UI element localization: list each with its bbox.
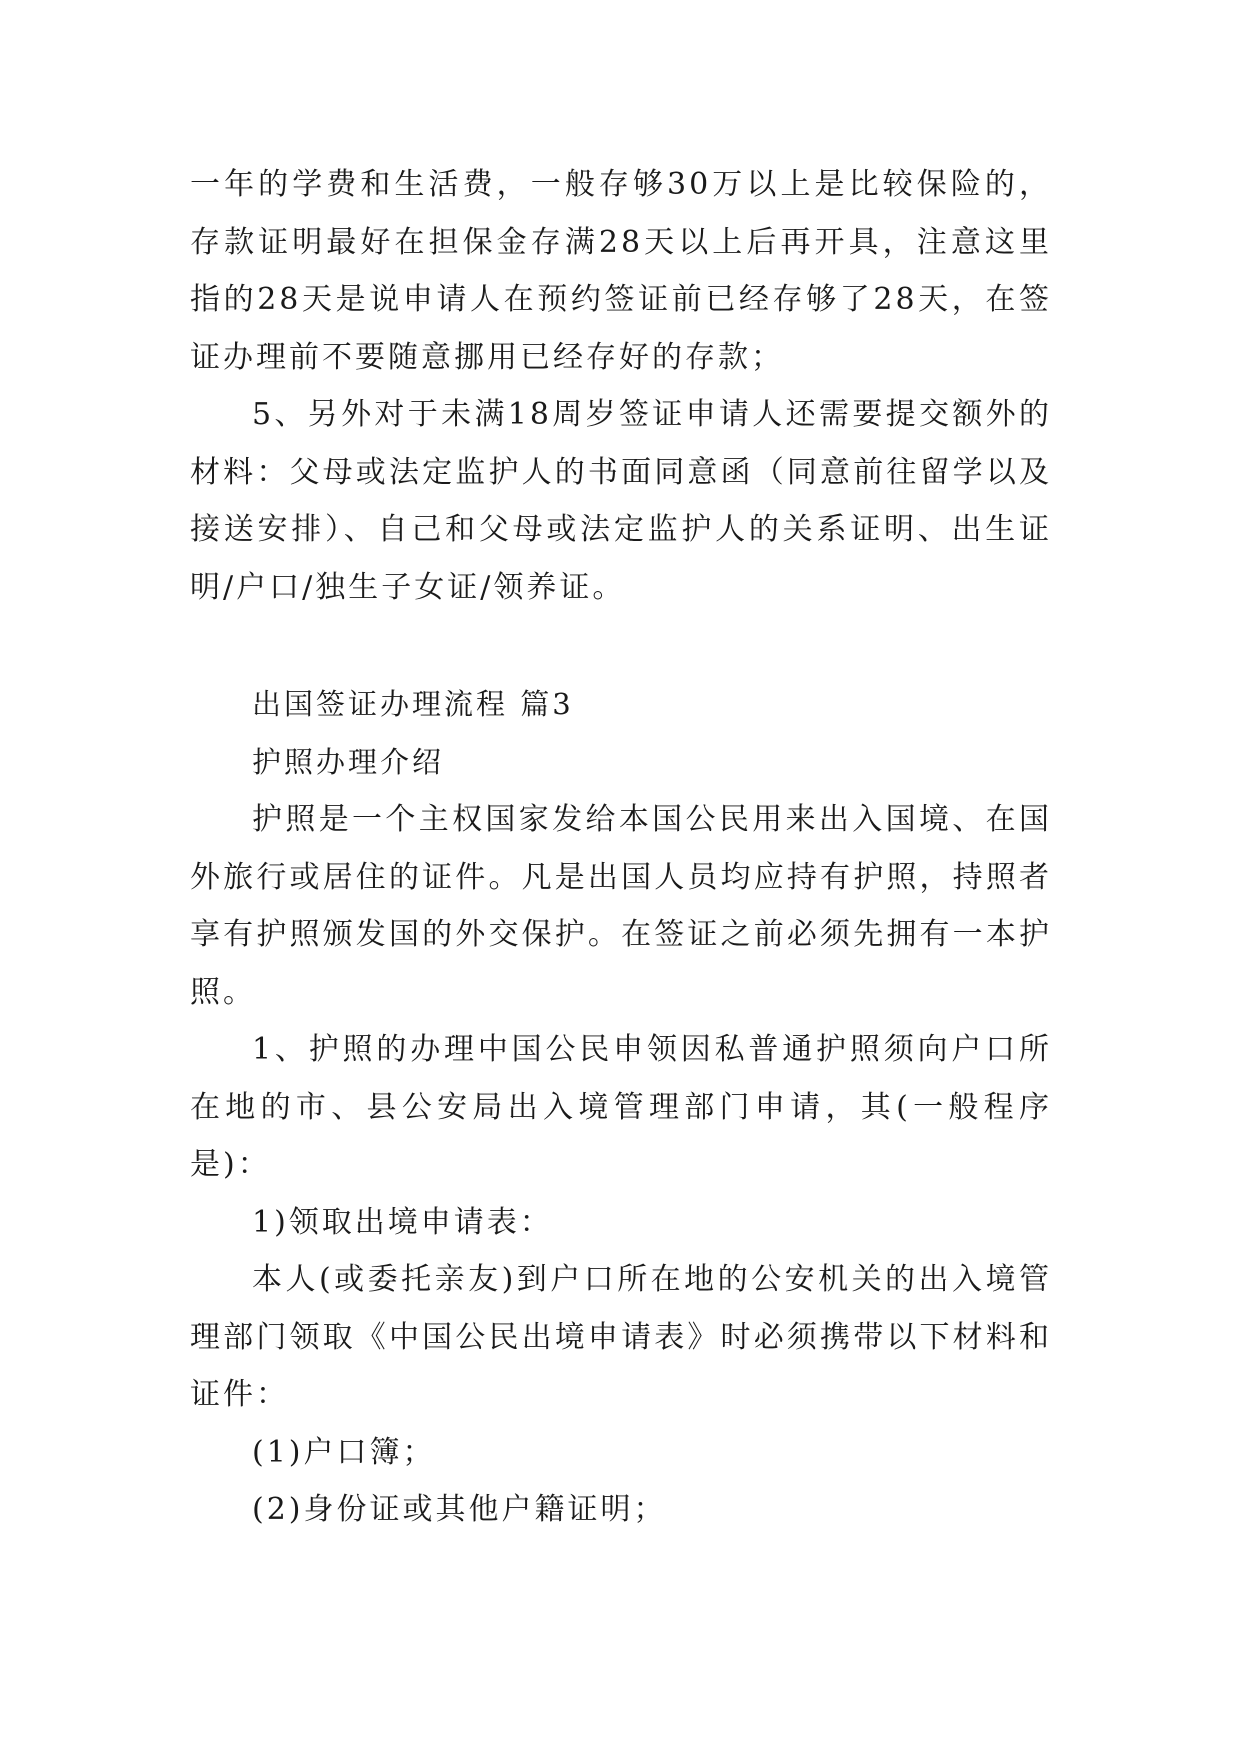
list-item-id-card: (2)身份证或其他户籍证明； (252, 1492, 667, 1527)
paragraph-deposit-proof: 一年的学费和生活费，一般存够30万以上是比较保险的，存款证明最好在担保金存满28天以上后再开具，注意这里指的28天是说申请人在预约签证前已经存够了28天，在签证办理前不要随意挪用已经存好的存款； (190, 167, 1052, 375)
section-subtitle: 护照办理介绍 (252, 744, 445, 779)
paragraph-passport-application: 1、护照的办理中国公民申领因私普通护照须向户口所在地的市、县公安局出入境管理部门申请，其(一般程序是)： (190, 1032, 1052, 1182)
section-title: 出国签证办理流程 篇3 (252, 687, 574, 721)
paragraph-passport-definition: 护照是一个主权国家发给本国公民用来出入国境、在国外旅行或居住的证件。凡是出国人员均应持有护照，持照者享有护照颁发国的外交保护。在签证之前必须先拥有一本护照。 (190, 802, 1052, 1010)
document-body (190, 156, 1052, 1539)
paragraph-minor-applicants: 5、另外对于未满18周岁签证申请人还需要提交额外的材料：父母或法定监护人的书面同意函（同意前往留学以及接送安排）、自己和父母或法定监护人的关系证明、出生证明/户口/独生子女证/领养证。 (190, 397, 1052, 605)
list-item-step-1: 1)领取出境申请表： (252, 1204, 553, 1240)
list-item-household-register: (1)户口簿； (252, 1434, 436, 1470)
paragraph-application-form: 本人(或委托亲友)到户口所在地的公安机关的出入境管理部门领取《中国公民出境申请表》时必须携带以下材料和证件： (190, 1262, 1052, 1412)
section-spacer (190, 616, 1052, 676)
